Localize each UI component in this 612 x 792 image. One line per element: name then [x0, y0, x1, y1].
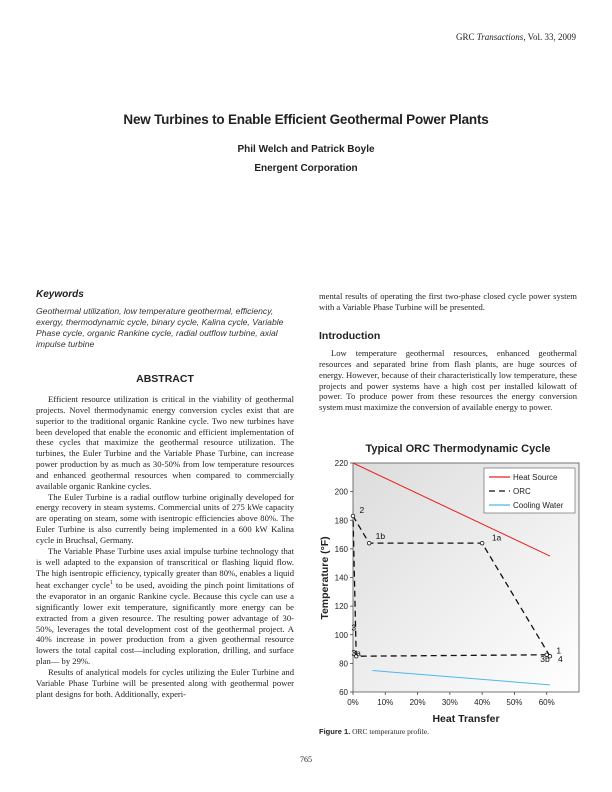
- abstract-paragraph: The Euler Turbine is a radial outflow turbine originally developed for energy recovery in steam systems. Commercial units of 275 kWe capacity are operating on steam, some with isentropic efficiencies above 80%. The Euler Turbine is also currently being implemented in a 600 kW Kalina cycle in Bruchsal, Germany.: [36, 491, 294, 545]
- abstract-paragraph: Results of analytical models for cycles utilizing the Euler Turbine and Variable Phase Turbine will be presented along with geothermal power plant designs for both. Additionally, experi-: [36, 666, 294, 699]
- legend-label: Cooling Water: [513, 501, 564, 510]
- y-tick-label: 80: [339, 659, 348, 669]
- abstract-continuation: mental results of operating the first two-phase closed cycle power system with a Variable Phase Turbine will be presented.: [319, 291, 577, 312]
- y-tick-label: 180: [334, 516, 348, 526]
- y-tick-label: 200: [334, 487, 348, 497]
- x-tick-label: 10%: [377, 698, 394, 707]
- abstract-paragraph: The Variable Phase Turbine uses axial impulse turbine technology that is well adapted to the expansion of transcritical or flashing liquid flow. The high isentropic efficiency, typically greater than 80%, enables a liquid heat exchanger cycle$^1$ to be used, avoiding the pinch point limitations of the evaporator in an organic Rankine cycle. Because this cycle can use a significantly lower exit temperature, significantly more energy can be extracted from a given resource. The resulting power advantage of 30-50%, leverages the total development cost of the geothermal project. A 40% increase in power production from a given geothermal resource lowers the total capital cost—including exploration, drilling, and surface plan— by 29%.: [36, 545, 294, 667]
- abstract-heading: ABSTRACT: [136, 373, 194, 385]
- point-label: 3a: [351, 648, 361, 659]
- data-point: [367, 541, 371, 545]
- keywords-text: Geothermal utilization, low temperature geothermal, efficiency, exergy, thermodynamic cycle, binary cycle, Kalina cycle, Variable Phase cycle, organic Rankine cycle, radial outflow turbine, axial impulse turbine: [36, 306, 284, 349]
- legend-label: Heat Source: [513, 473, 558, 482]
- abstract-body: [36, 394, 294, 699]
- x-tick-label: 40%: [474, 698, 491, 707]
- orc-chart: [316, 438, 586, 726]
- abstract-paragraph: Efficient resource utilization is critical in the viability of geothermal projects. Novel thermodynamic energy conversion cycles exist that are superior to the traditional organic Rankine cycle. Two new turbines have been developed that enable the economic and efficient implementation of these cycles that maximize the geothermal resource utilization. The turbines, the Euler Turbine and the Variable Phase Turbine, can increase power production by as much as 30-50% from low temperature resources and enhanced geothermal resources when compared to commercially available organic Rankine cycles.: [36, 394, 294, 491]
- page-number: 765: [300, 755, 312, 764]
- y-tick-label: 160: [334, 544, 348, 554]
- legend-label: ORC: [513, 487, 531, 496]
- point-label: 1a: [491, 532, 502, 543]
- introduction-body: Low temperature geothermal resources, enhanced geothermal resources and separated brine from flash plants, are huge sources of energy. However, because of their characteristically low temperature, these projects and power systems have a high cost per installed kilowatt of power. To produce power from these resources the energy conversion system must maximize the conversion of available energy to power.: [319, 348, 577, 413]
- data-point: [351, 514, 355, 518]
- keywords-heading: Keywords: [36, 289, 84, 300]
- point-label: 2: [359, 505, 365, 516]
- authors: Phil Welch and Patrick Boyle: [237, 144, 375, 155]
- x-tick-label: 0%: [347, 698, 359, 707]
- figure-caption: Figure 1. ORC temperature profile.: [319, 727, 429, 736]
- y-tick-label: 60: [339, 688, 348, 697]
- y-tick-label: 220: [334, 459, 348, 468]
- x-tick-label: 20%: [409, 698, 426, 707]
- point-label: 1b: [375, 530, 386, 541]
- footnote-mark: 1: [109, 580, 113, 587]
- data-point: [480, 541, 484, 545]
- point-label: 1: [556, 645, 562, 656]
- introduction-heading: Introduction: [319, 330, 381, 342]
- chart-title: Typical ORC Thermodynamic Cycle: [365, 443, 551, 455]
- x-axis-label: Heat Transfer: [432, 713, 500, 725]
- organization: Energent Corporation: [254, 163, 358, 174]
- journal-header: GRC Transactions, Vol. 33, 2009: [456, 32, 576, 42]
- point-label: 3: [351, 622, 357, 633]
- point-label: 3b: [540, 653, 550, 664]
- x-tick-label: 50%: [506, 698, 523, 707]
- x-tick-label: 30%: [441, 698, 458, 707]
- point-label: 4: [558, 653, 563, 664]
- paper-title: New Turbines to Enable Efficient Geothermal Power Plants: [123, 112, 489, 127]
- x-tick-label: 60%: [538, 698, 555, 707]
- y-tick-label: 140: [334, 573, 348, 583]
- y-tick-label: 100: [334, 630, 348, 640]
- y-tick-label: 120: [334, 602, 348, 612]
- y-axis-label: Temperature (°F): [319, 536, 331, 620]
